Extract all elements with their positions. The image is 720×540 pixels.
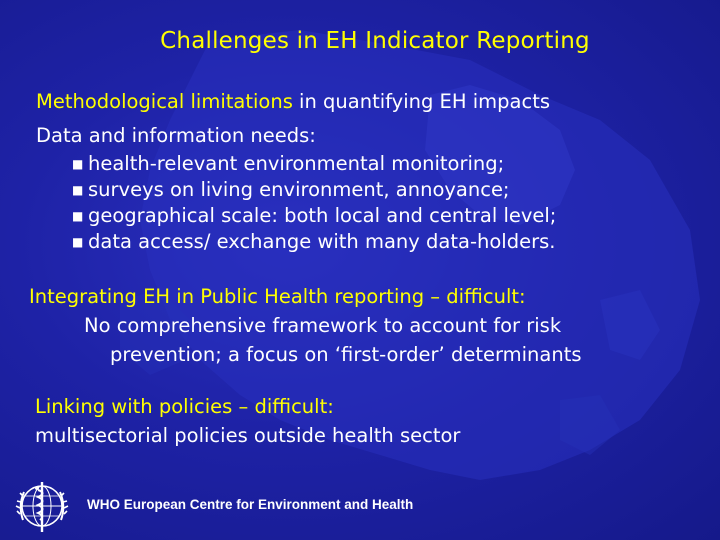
data-needs-bullet-list (72, 151, 556, 255)
square-bullet-icon: ■ (72, 157, 84, 171)
integrating-line-1: No comprehensive framework to account for risk (84, 314, 562, 337)
square-bullet-icon: ■ (72, 183, 84, 197)
methodological-highlight: Methodological limitations (36, 90, 293, 113)
square-bullet-icon: ■ (72, 209, 84, 223)
bullet-text: geographical scale: both local and central level; (88, 204, 557, 227)
list-item (72, 151, 556, 177)
bullet-text: health-relevant environmental monitoring; (88, 152, 505, 175)
methodological-rest: in quantifying EH impacts (292, 90, 551, 113)
integrating-heading: Integrating EH in Public Health reporting – difficult: (29, 285, 526, 308)
square-bullet-icon: ■ (72, 235, 84, 249)
data-needs-heading: Data and information needs: (36, 124, 316, 147)
integrating-line-2: prevention; a focus on ‘first-order’ determinants (110, 343, 582, 366)
linking-heading: Linking with policies – difficult: (35, 395, 334, 418)
footer-organization: WHO European Centre for Environment and Health (87, 497, 414, 512)
linking-detail: multisectorial policies outside health sector (35, 424, 461, 447)
methodological-limitations-line (36, 90, 550, 113)
slide-title: Challenges in EH Indicator Reporting (160, 28, 590, 54)
list-item (72, 229, 556, 255)
bullet-text: data access/ exchange with many data-holders. (88, 230, 556, 253)
who-emblem-icon (14, 478, 70, 534)
list-item (72, 203, 556, 229)
list-item (72, 177, 556, 203)
bullet-text: surveys on living environment, annoyance; (88, 178, 510, 201)
